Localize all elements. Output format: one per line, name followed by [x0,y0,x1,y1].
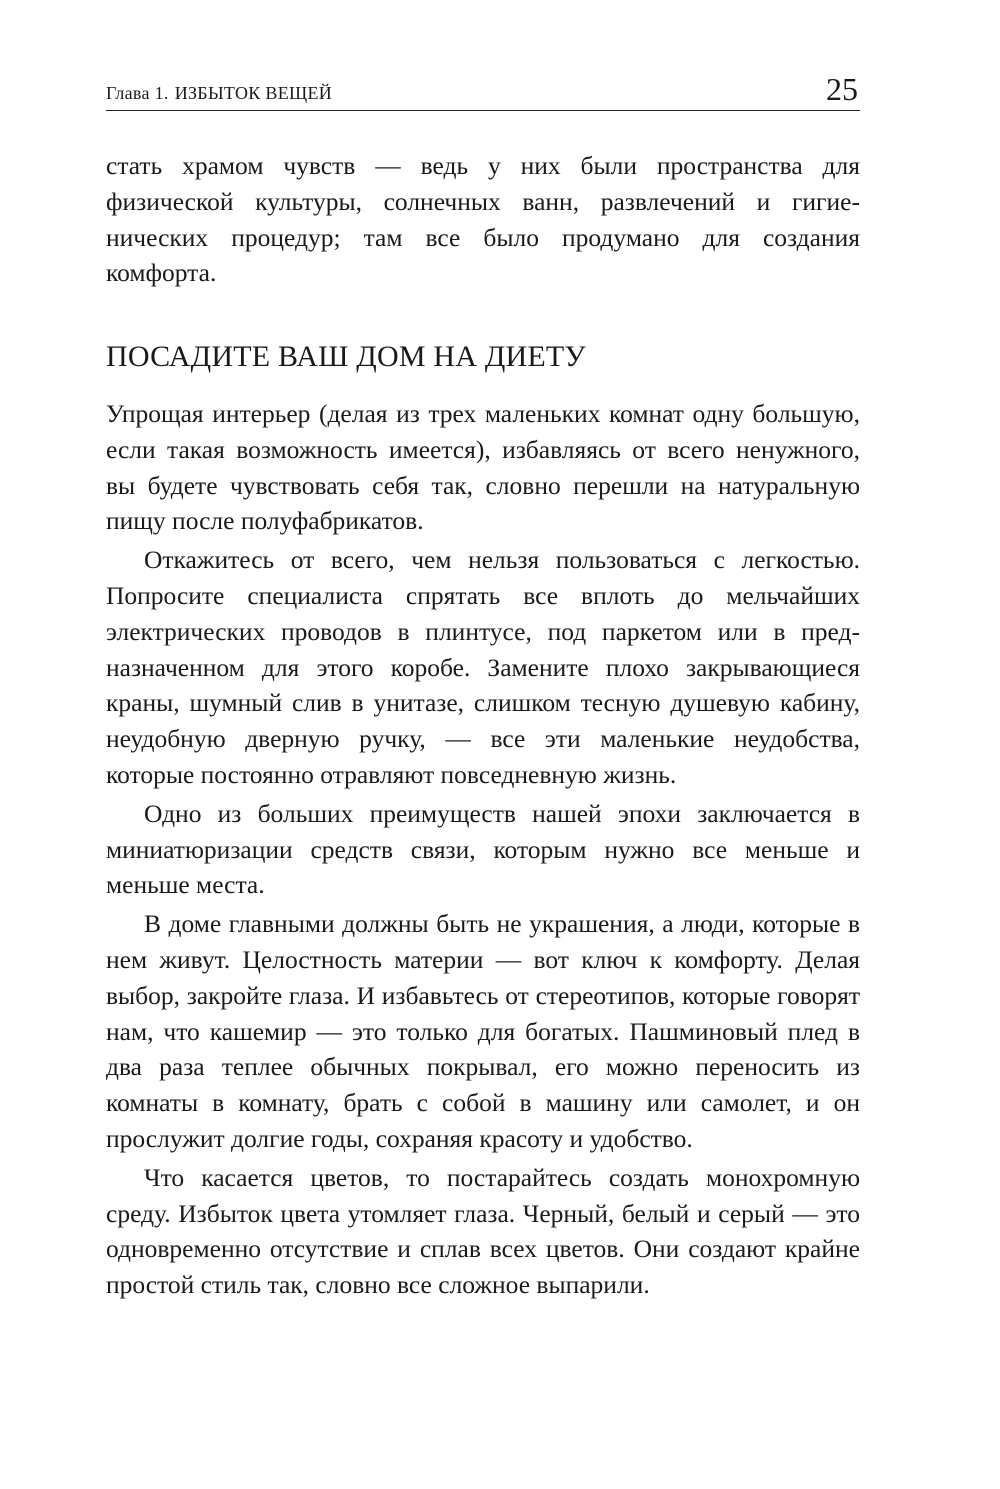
book-page [106,0,860,1489]
page-number: 25 [826,71,858,107]
chapter-reference [106,83,332,104]
paragraph: Упрощая интерьер (делая из трех маленьких комнат одну большую, если такая возможность имеется), избавляясь от всего ненужного, вы будете чувствовать себя так, словно перешли на натуральную пищу после полуфабрикатов. [106,399,860,536]
paragraph: Откажитесь от всего, чем нельзя пользоваться с легкостью. Попросите специалиста спрятать все вплоть до мельчайших электрических проводов в плинтусе, под паркетом или в предназначенном для этого коробе. Замените плохо закрывающиеся краны, шумный слив в унитазе, слишком тесную душевую кабину, неудобную дверную ручку, — все эти маленькие неудобства, которые постоянно отравляют повседневную жизнь. [106,545,860,789]
chapter-title: ИЗБЫТОК ВЕЩЕЙ [174,83,333,103]
section-heading: ПОСАДИТЕ ВАШ ДОМ НА ДИЕТУ [106,340,586,373]
paragraph: В доме главными должны быть не украшения, а люди, которые в нем живут. Целостность материи — вот ключ к комфорту. Делая выбор, закройте глаза. И избавьтесь от стереотипов, которые говорят нам, что кашемир — это только для богатых. Пашминовый плед в два раза теплее обычных покрывал, его можно переносить из комнаты в комнату, брать с собой в машину или самолет, и он прослужит долгие годы, сохраняя красоту и удобство. [106,909,860,1153]
running-head [106,71,860,111]
section-body [106,396,860,1306]
paragraph: Что касается цветов, то постарайтесь создать монохромную среду. Избыток цвета утомляет глаза. Черный, белый и серый — это одновременно отсутствие и сплав всех цветов. Они создают крайне простой стиль так, словно все сложное выпарили. [106,1162,860,1300]
continuation-paragraph: стать храмом чувств — ведь у них были пространства для физической культуры, солнечных ванн, развлечений и гигиенических процедур; там все было продумано для создания комфорта. [106,151,860,288]
chapter-label: Глава 1. [106,83,169,103]
paragraph: Одно из больших преимуществ нашей эпохи заключается в миниатюризации средств связи, которым нужно все меньше и меньше места. [106,798,860,900]
